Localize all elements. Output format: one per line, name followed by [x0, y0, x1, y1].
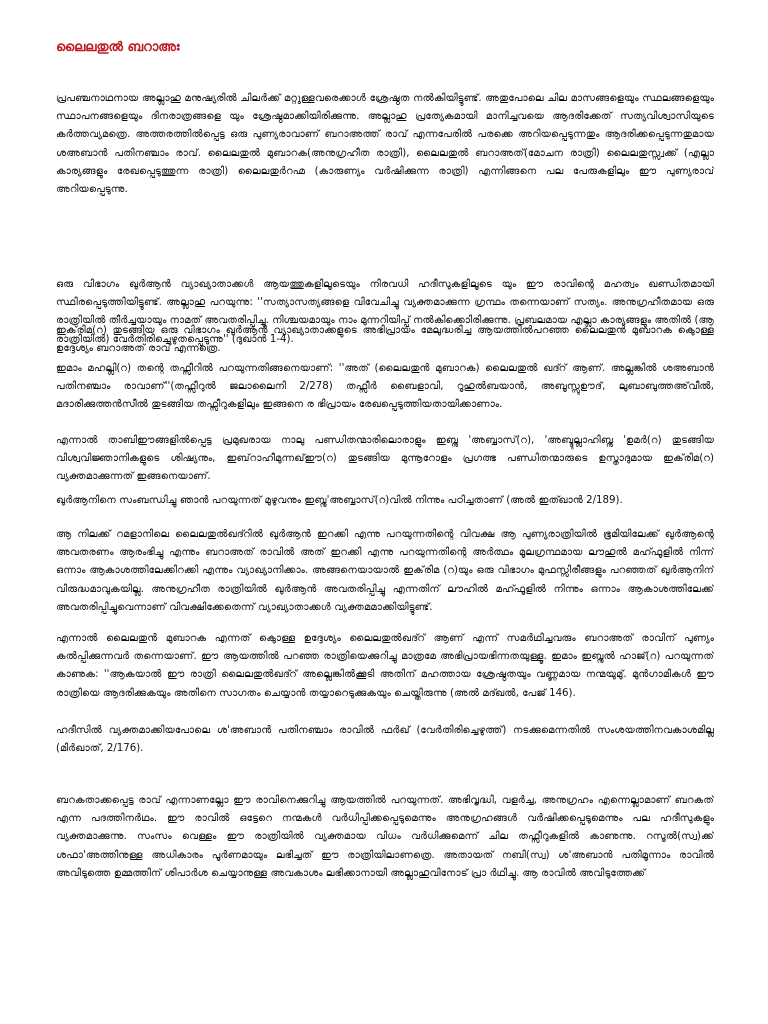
paragraph-barakat: ബറകതാക്കപ്പെട്ട രാവ് എന്നാണല്ലോ ഈ രാവിനെക്കുറിച്ചു ആയത്തിൽ പറയുന്നത്. അഭിവൃദ്ധി, വളർച്ച, അനുഗ്രഹം എന്നെല്ലാമാണ് ബറകത് എന്ന പദത്തിനർഥം. ഈ രാവിൽ ഒട്ടേറെ നന്മകൾ വർധിപ്പിക്കപ്പെടുമെന്നും അനുഗ്രഹങ്ങൾ വർഷിക്കപ്പെടുമെന്നും പല ഹദീസുകളും വ്യക്തമാക്കുന്നു. സംസം വെള്ളം ഈ രാത്രിയിൽ വ്യക്തമായ വിധം വർധിക്കുമെന്ന് ചില തഫ്സീറുകളിൽ കാണുന്നു. റസൂൽ(സ്വ)ക്ക് ശഫാ'അത്തിനുള്ള അധികാരം പൂർണമായും ലഭിച്ചത് ഈ രാത്രിയിലാണത്രെ. അതായത് നബി(സ്വ) ശ'അബാൻ പതിമൂന്നാം രാവിൽ അവിടുത്തെ ഉമ്മത്തിന് ശിപാർശ ചെയ്യാനുള്ള അവകാശം ലഭിക്കാനായി അല്ലാഹുവിനോട് പ്രാ ർഥിച്ചു. ആ രാവിൽ അവിടുത്തേക്ക് [56, 795, 714, 879]
paragraph-ibn-abbas: ഖുർആനിനെ സംബന്ധിച്ചു ഞാൻ പറയുന്നത് മുഴുവനും ഇബ്നു'അബ്ബാസ്(റ)വിൽ നിന്നും പഠിച്ചതാണ് (അൽ ഇത്ഖാൻ 2/189). [56, 495, 623, 506]
paragraph-ikrima-opinion: ഇക്‌രിമ(റ) തുടങ്ങിയ ഒരു വിഭാഗം ഖുർആൻ വ്യാഖ്യാതാക്കളുടെ അഭിപ്രായം മേലുദ്ധരിച്ച ആയത്തിൽപറഞ്ഞ ലൈലതുൻ മുബാറക കൊുള്ള ഉദ്ദേശ്യം ബറാഅത് രാവ് എന്നത്രെ. [56, 325, 714, 355]
paragraph-tabiin-scholars: എന്നാൽ താബിഈങ്ങളിൽപ്പെട്ട പ്രമുഖരായ നാലു പണ്ഡിതന്മാരിലൊരാളും ഇബ്നു 'അബ്ബാസ്(റ), 'അബ്ദുല്ലാഹിബ്നു 'ഉമർ(റ) തുടങ്ങിയ വിശ്വവിജ്ഞാനികളുടെ ശിഷ്യനും, ഇബ്‌റാഹീമുന്നഖ്ഈ(റ) തുടങ്ങിയ മുന്നൂറോളം പ്രഗത്ഭ പണ്ഡിതന്മാരുടെ ഉസ്താദുമായ ഇക്‌രിമ(റ) വ്യക്തമാക്കുന്നത് ഇങ്ങനെയാണ്. [56, 435, 714, 483]
paragraph-hadith-farq: ഹദീസിൽ വ്യക്തമാക്കിയപോലെ ശ'അബാൻ പതിനഞ്ചാം രാവിൽ ഫർഖ് (വേർതിരിച്ചെഴുത്ത്) നടക്കുമെന്നതിൽ സംശയത്തിനവകാശമില്ല (മിർഖാത്, 2/176). [56, 725, 714, 755]
document-title: ലൈലതുൽ ബറാഅഃ [56, 40, 180, 55]
paragraph-imam-mahalli: ഇമാം മഹല്ലി(റ) തന്റെ തഫ്സീറിൽ പറയുന്നതിങ്ങനെയാണ്: ''അത് (ലൈലതുൻ മുബാറക) ലൈലതുൽ ഖദ്റ് ആണ്. അല്ലങ്കിൽ ശഅബാൻ പതിനഞ്ചാം രാവാണ്''(തഫ്സീറുൽ ജലാലൈനി 2/278) തഫ്സീർ ബൈളാവി, റൂഹുൽബയാൻ, അബൂസ്സുഊദ്, ലുബാബുത്തഅ്‌വീൽ, മദാരിക്കുത്തൻസീൽ തുടങ്ങിയ തഫ്സീറുകളിലും ഇങ്ങനെ ര ഭിപ്രായം രേഖപ്പെടുത്തിയതായിക്കാണാം. [56, 363, 714, 411]
paragraph-ibn-hajj: എന്നാൽ ലൈലതുൻ മുബാറക എന്നത് കൊുള്ള ഉദ്ദേശ്യം ലൈലതുൽഖദ്റ് ആണ് എന്ന് സമർഥിച്ചവരും ബറാഅത് രാവിന് പുണ്യം കൽപ്പിക്കുന്നവർ തന്നെയാണ്. ഈ ആയത്തിൽ പറഞ്ഞ രാത്രിയെക്കുറിച്ചു മാത്രമേ അഭിപ്രായഭിന്നതയുള്ളൂ. ഇമാം ഇബ്നുൽ ഹാജ്(റ) പറയുന്നത് കാണുക: ''ആകയാൽ ഈ രാത്രി ലൈലതുൽഖദ്റ് അല്ലെങ്കിൽക്കൂടി അതിന് മഹത്തായ ശ്രേഷ്ഠതയും വണ്ണമായ നന്മയുമു്. മുൻഗാമികൾ ഈ രാത്രിയെ ആദരിക്കുകയും അതിനെ സാഗതം ചെയ്യാൻ തയ്യാറെടുക്കുകയും ചെയ്തിരുന്നു (അൽ മദ്ഖൽ, പേജ് 146). [56, 633, 714, 699]
paragraph-intro: പ്രപഞ്ചനാഥനായ അല്ലാഹു മനുഷ്യരിൽ ചിലർക്ക് മറ്റുള്ളവരെക്കാൾ ശ്രേഷ്ഠത നൽകിയിട്ടുണ്ട്. അതുപോലെ ചില മാസങ്ങളെയും സ്ഥലങ്ങളെയും സ്ഥാപനങ്ങളെയും ദിനരാത്രങ്ങളെ യും ശ്രേഷ്ഠമാക്കിയിരിക്കുന്നു. അല്ലാഹു പ്രത്യേകമായി മാനിച്ചവയെ ആദരിക്കേത് സത്യവിശ്വാസിയുടെ കർത്തവ്യമത്രെ. അത്തരത്തിൽപ്പെട്ട ഒരു പുണ്യരാവാണ് ബറാഅത്ത് രാവ് എന്നപേരിൽ പരക്കെ അറിയപ്പെടുന്നതും ആദരിക്കപ്പെടുന്നതുമായ ശഅബാൻ പതിനഞ്ചാം രാവ്. ലൈലതുൽ മുബാറക(അനുഗ്രഹീത രാത്രി), ലൈലതുൽ ബറാഅത്(മോചന രാത്രി) ലൈലതുസ്സ്വക്ക് (എല്ലാ കാര്യങ്ങളും രേഖപ്പെടുത്തുന്ന രാത്രി) ലൈലതുർറഹ്മ (കാരുണ്യം വർഷിക്കുന്ന രാത്രി) എന്നിങ്ങനെ പല പേരുകളിലും ഈ പുണ്യരാവ് അറിയപ്പെടുന്നു. [56, 93, 714, 196]
paragraph-revelation-meaning: ആ നിലക്ക് റമളാനിലെ ലൈലതുൽഖദ്റിൽ ഖുർആൻ ഇറക്കി എന്നു പറയുന്നതിന്റെ വിവക്ഷ ആ പുണ്യരാത്രിയിൽ ഭൂമിയിലേക്ക് ഖുർആന്റെ അവതരണം ആരംഭിച്ചു എന്നും ബറാഅത് രാവിൽ അത് ഇറക്കി എന്നു പറയുന്നതിന്റെ അർത്ഥം മൂലഗ്രന്ഥമായ ലൗഹുൽ മഹ്ഫൂളിൽ നിന്ന് ഒന്നാം ആകാശത്തിലേക്കിറക്കി എന്നും വ്യാഖ്യാനിക്കാം. അങ്ങനെയായാൽ ഇക്‌രിമ (റ)യും ഒരു വിഭാഗം മുഫസ്സിരീങ്ങളും പറഞ്ഞത് ഖുർആനിന് വിരുദ്ധമാവുകയില്ല. അനുഗ്രഹീത രാത്രിയിൽ ഖുർആൻ അവതരിപ്പിച്ചു എന്നതിന് ലൗഹിൽ മഹ്ഫൂളിൽ നിന്നും ഒന്നാം ആകാശത്തിലേക്ക് അവതരിപ്പിച്ചുവെന്നാണ് വിവക്ഷിക്കേതെന്ന് വ്യാഖ്യാതാക്കൾ വ്യക്തമമാക്കിയിട്ടുണ്ട്. [56, 529, 714, 613]
paragraph-quran-interpreters: ഒരു വിഭാഗം ഖുർആൻ വ്യാഖ്യാതാക്കൾ ആയത്തുകളിലൂടെയും നിരവധി ഹദീസുകളിലൂടെ യും ഈ രാവിന്റെ മഹത്വം ഖണ്ഡിതമായി സ്ഥിരപ്പെടുത്തിയിട്ടുണ്ട്. അല്ലാഹു പറയുന്നു: ''സത്യാസത്യങ്ങളെ വിവേചിച്ചു വ്യക്തമാക്കുന്ന ഗ്രന്ഥം തന്നെയാണ് സത്യം. അനുഗ്രഹീതമായ ഒരു രാത്രിയിൽ തീർച്ചയായും നാമത് അവതരിപ്പിച്ചു. നിശ്ചയമായും നാം മുന്നറിയിപ്പ് നൽകിക്കൊിരിക്കുന്നു. പ്രബലമായ എല്ലാ കാര്യങ്ങളും അതിൽ (ആ രാത്രിയിൽ) വേർതിരിച്ചെഴുതപ്പെടുന്നു'' (ദുഖാൻ 1-4). [56, 279, 714, 345]
